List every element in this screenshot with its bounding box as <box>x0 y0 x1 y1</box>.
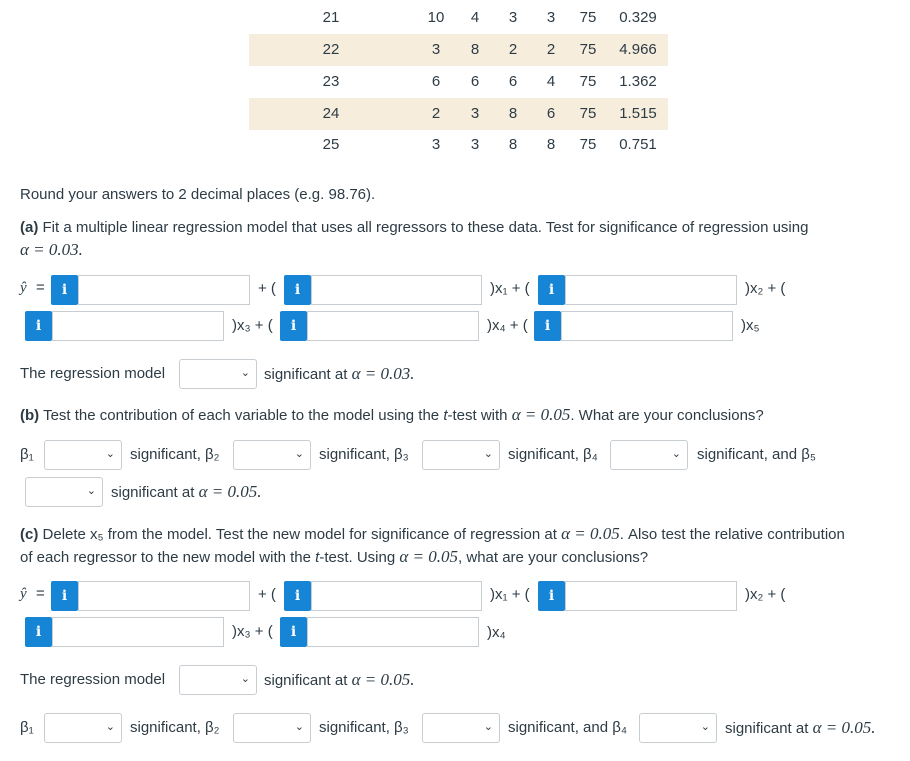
table-cell: 8 <box>508 105 518 122</box>
table-cell: 4 <box>546 73 556 90</box>
b-beta5-select[interactable] <box>25 477 103 507</box>
x4-label: )x₄ + ( <box>487 317 528 334</box>
beta5-label: significant, and β₅ <box>697 446 816 463</box>
c-beta1-input[interactable] <box>311 581 482 611</box>
table-row <box>249 66 668 98</box>
table-cell: 0.751 <box>619 136 657 153</box>
table-cell: 10 <box>427 9 445 26</box>
part-a-tag: (a) <box>20 219 39 236</box>
chevron-down-icon: ⌄ <box>671 448 681 460</box>
table-cell: 8 <box>508 136 518 153</box>
table-cell: 1.515 <box>619 105 657 122</box>
table-cell-obs: 24 <box>322 105 340 122</box>
significant-at-label: significant at α = 0.05. <box>725 718 876 737</box>
significant-at-label: significant at α = 0.05. <box>264 670 415 689</box>
table-row <box>249 34 668 66</box>
table-cell: 3 <box>431 41 441 58</box>
table-cell: 3 <box>431 136 441 153</box>
table-cell: 6 <box>546 105 556 122</box>
c-beta2-select[interactable] <box>233 713 311 743</box>
x4-label: )x₄ <box>487 624 506 641</box>
a-beta3-input[interactable] <box>52 311 224 341</box>
part-c-tag: (c) <box>20 526 39 543</box>
table-row <box>249 129 668 161</box>
chevron-down-icon: ⌄ <box>294 721 304 733</box>
table-cell-obs: 23 <box>322 73 340 90</box>
regression-model-label: The regression model <box>20 365 166 382</box>
chevron-down-icon: ⌄ <box>240 673 250 685</box>
part-c-prompt: (c) Delete x₅ from the model. Test the new model for significance of regression at α = 0.05. Also test the relative contribution of each regressor to the new model with the t-test. Using α = 0.05, what are your conclusions? <box>20 524 845 566</box>
table-cell: 75 <box>579 9 597 26</box>
table-cell: 2 <box>546 41 556 58</box>
plus-open-label: + ( <box>258 586 276 603</box>
beta1-label: β₁ <box>20 719 34 736</box>
b-beta1-select[interactable] <box>44 440 122 470</box>
part-a-text: Fit a multiple linear regression model that uses all regressors to these data. Test for significance of regression using <box>42 219 809 236</box>
a-beta1-input[interactable] <box>311 275 482 305</box>
table-cell: 2 <box>508 41 518 58</box>
info-icon[interactable]: i <box>280 311 307 341</box>
x5-label: )x₅ <box>741 317 760 334</box>
c-beta4-select[interactable] <box>639 713 717 743</box>
info-icon[interactable]: i <box>25 311 52 341</box>
part-a-prompt <box>20 217 895 262</box>
table-cell: 2 <box>431 105 441 122</box>
c-beta3-select[interactable] <box>422 713 500 743</box>
info-icon[interactable]: i <box>51 275 78 305</box>
chevron-down-icon: ⌄ <box>240 367 250 379</box>
x3-label: )x₃ + ( <box>232 317 273 334</box>
a-beta5-input[interactable] <box>561 311 733 341</box>
significant-at-label: significant at α = 0.05. <box>111 482 262 501</box>
chevron-down-icon: ⌄ <box>700 721 710 733</box>
beta1-label: β₁ <box>20 446 34 463</box>
chevron-down-icon: ⌄ <box>294 448 304 460</box>
table-cell: 75 <box>579 105 597 122</box>
part-b-tag: (b) <box>20 407 40 424</box>
info-icon[interactable]: i <box>51 581 78 611</box>
table-cell: 75 <box>579 41 597 58</box>
c-beta4-input[interactable] <box>307 617 479 647</box>
info-icon[interactable]: i <box>25 617 52 647</box>
chevron-down-icon: ⌄ <box>483 721 493 733</box>
info-icon[interactable]: i <box>280 617 307 647</box>
chevron-down-icon: ⌄ <box>105 721 115 733</box>
yhat-symbol: ŷ <box>20 280 27 296</box>
table-cell: 75 <box>579 136 597 153</box>
table-cell-obs: 21 <box>322 9 340 26</box>
x1-label: )x₁ + ( <box>490 586 530 603</box>
c-beta1-select[interactable] <box>44 713 122 743</box>
table-cell-obs: 22 <box>322 41 340 58</box>
a-beta2-input[interactable] <box>565 275 737 305</box>
equals-sign: = <box>36 585 45 602</box>
info-icon[interactable]: i <box>534 311 561 341</box>
c-beta2-input[interactable] <box>565 581 737 611</box>
table-cell: 3 <box>508 9 518 26</box>
table-cell: 6 <box>508 73 518 90</box>
table-cell-obs: 25 <box>322 136 340 153</box>
equals-sign: = <box>36 279 45 296</box>
beta3-label: significant, β₃ <box>319 719 409 736</box>
table-cell: 3 <box>470 136 480 153</box>
chevron-down-icon: ⌄ <box>105 448 115 460</box>
chevron-down-icon: ⌄ <box>483 448 493 460</box>
significant-at-label: significant at α = 0.03. <box>264 364 415 383</box>
x3-label: )x₃ + ( <box>232 623 273 640</box>
table-cell: 4.966 <box>619 41 657 58</box>
table-cell: 1.362 <box>619 73 657 90</box>
beta4-label: significant, β₄ <box>508 446 598 463</box>
plus-open-label: + ( <box>258 280 276 297</box>
table-cell: 4 <box>470 9 480 26</box>
b-beta3-select[interactable] <box>422 440 500 470</box>
x2-label: )x₂ + ( <box>745 586 786 603</box>
table-cell: 6 <box>470 73 480 90</box>
info-icon[interactable]: i <box>284 275 311 305</box>
table-cell: 3 <box>546 9 556 26</box>
table-cell: 8 <box>546 136 556 153</box>
instructions: Round your answers to 2 decimal places (e.g. 98.76). <box>20 186 376 203</box>
c-model-significance-select[interactable] <box>179 665 257 695</box>
regression-model-label: The regression model <box>20 671 166 688</box>
chevron-down-icon: ⌄ <box>86 485 96 497</box>
yhat-symbol: ŷ <box>20 586 27 602</box>
table-cell: 6 <box>431 73 441 90</box>
x2-label: )x₂ + ( <box>745 280 786 297</box>
c-intercept-input[interactable] <box>78 581 250 611</box>
x1-label: )x₁ + ( <box>490 280 530 297</box>
part-b-prompt: (b) Test the contribution of each variable to the model using the t-test with α = 0.05. What are your conclusions? <box>20 405 764 424</box>
beta4-label: significant, and β₄ <box>508 719 627 736</box>
beta2-label: significant, β₂ <box>130 446 220 463</box>
table-cell: 0.329 <box>619 9 657 26</box>
a-beta4-input[interactable] <box>307 311 479 341</box>
b-beta2-select[interactable] <box>233 440 311 470</box>
info-icon[interactable]: i <box>538 275 565 305</box>
part-a-alpha: α = 0.03. <box>20 240 83 259</box>
c-beta3-input[interactable] <box>52 617 224 647</box>
table-cell: 8 <box>470 41 480 58</box>
a-intercept-input[interactable] <box>78 275 250 305</box>
table-row <box>249 2 668 34</box>
table-cell: 3 <box>470 105 480 122</box>
table-row <box>249 98 668 130</box>
a-model-significance-select[interactable] <box>179 359 257 389</box>
table-cell: 75 <box>579 73 597 90</box>
beta3-label: significant, β₃ <box>319 446 409 463</box>
info-icon[interactable]: i <box>538 581 565 611</box>
info-icon[interactable]: i <box>284 581 311 611</box>
b-beta4-select[interactable] <box>610 440 688 470</box>
beta2-label: significant, β₂ <box>130 719 220 736</box>
